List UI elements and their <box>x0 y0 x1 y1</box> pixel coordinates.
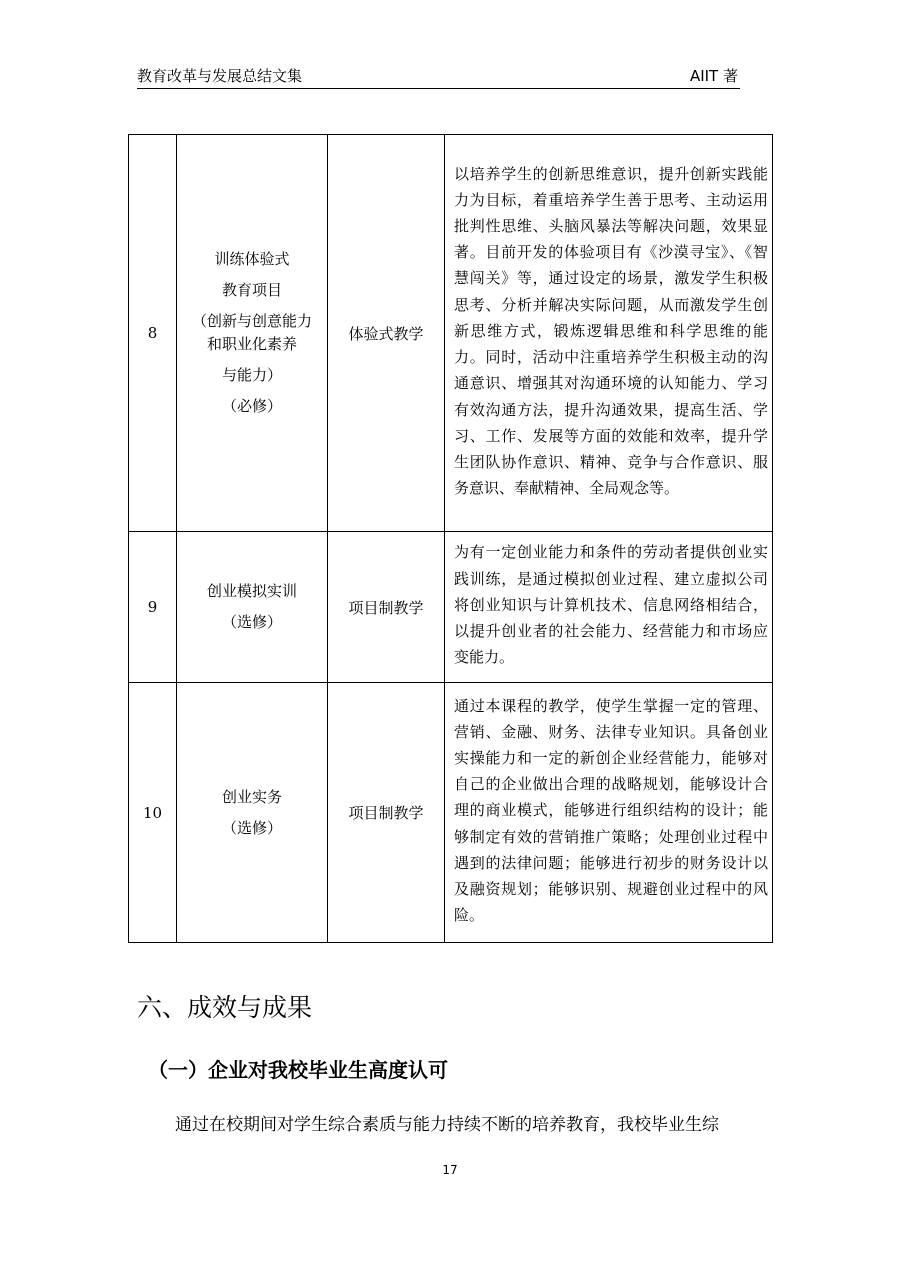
teaching-method: 项目制教学 <box>328 532 445 683</box>
course-name-line: （必修） <box>221 397 282 415</box>
course-name <box>177 135 328 532</box>
page-header <box>137 66 740 89</box>
header-author: AIIT 著 <box>689 67 738 85</box>
table-row <box>129 532 773 683</box>
course-description: 为有一定创业能力和条件的劳动者提供创业实践训练，是通过模拟创业过程、建立虚拟公司将创业知识与计算机技术、信息网络相结合，以提升创业者的社会能力、经营能力和市场应变能力。 <box>445 532 773 683</box>
course-description: 以培养学生的创新思维意识，提升创新实践能力为目标，着重培养学生善于思考、主动运用批判性思维、头脑风暴法等解决问题，效果显著。目前开发的体验项目有《沙漠寻宝》、《智慧闯关》等，通过设定的场景，激发学生积极思考、分析并解决实际问题，从而激发学生创新思维方式，锻炼逻辑思维和科学思维的能力。同时，活动中注重培养学生积极主动的沟通意识、增强其对沟通环境的认知能力、学习有效沟通方法，提升沟通效果，提高生活、学习、工作、发展等方面的效能和效率，提升学生团队协作意识、精神、竞争与合作意识、服务意识、奉献精神、全局观念等。 <box>445 135 773 532</box>
teaching-method: 体验式教学 <box>328 135 445 532</box>
section-heading: 六、成效与成果 <box>137 993 313 1022</box>
row-number: 10 <box>129 683 177 943</box>
row-number: 8 <box>129 135 177 532</box>
course-name-line: 与能力） <box>221 366 282 384</box>
page-number: 17 <box>442 1163 458 1177</box>
course-name-line: （创新与创意能力 <box>191 312 312 330</box>
body-paragraph: 通过在校期间对学生综合素质与能力持续不断的培养教育，我校毕业生综 <box>175 1115 719 1135</box>
course-name-line: 创业实务 <box>221 787 282 806</box>
course-description: 通过本课程的教学，使学生掌握一定的管理、营销、金融、财务、法律专业知识。具备创业实操能力和一定的新创企业经营能力，能够对自己的企业做出合理的战略规划，能够设计合理的商业模式，能够进行组织结构的设计；能够制定有效的营销推广策略；处理创业过程中遇到的法律问题；能够进行初步的财务设计以及融资规划；能够识别、规避创业过程中的风险。 <box>445 683 773 943</box>
course-name-line: （选修） <box>221 613 282 631</box>
subsection-heading: （一）企业对我校毕业生高度认可 <box>148 1058 448 1082</box>
table-row <box>129 135 773 532</box>
course-name-line: 训练体验式 <box>214 250 290 268</box>
course-name-line: （选修） <box>221 818 282 837</box>
teaching-method: 项目制教学 <box>328 683 445 943</box>
table-row <box>129 683 773 943</box>
row-number: 9 <box>129 532 177 683</box>
course-name-line: 创业模拟实训 <box>206 582 297 600</box>
course-name <box>177 532 328 683</box>
header-title: 教育改革与发展总结文集 <box>137 67 303 85</box>
course-table <box>128 134 773 943</box>
course-name <box>177 683 328 943</box>
course-name-line: 和职业化素养 <box>206 335 297 353</box>
course-name-line: 教育项目 <box>221 281 282 299</box>
